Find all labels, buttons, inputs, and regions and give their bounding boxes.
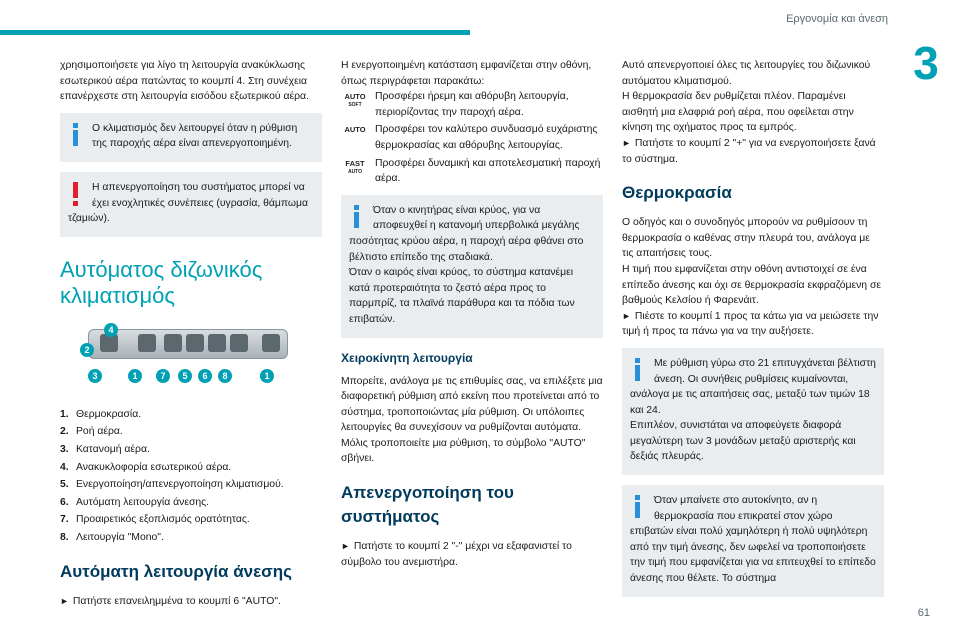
arrow-icon: ► [60, 595, 69, 606]
mode-row [341, 122, 603, 153]
panel-button [208, 334, 226, 352]
step-text: ► Πατήστε επανειλημμένα το κουμπί 6 "AUTO". [60, 595, 281, 607]
list-item: 2. Ροή αέρα. [60, 426, 123, 438]
subsection-heading: Αυτόματη λειτουργία άνεσης [60, 561, 293, 581]
body-text: Μόλις τροποποιείτε μια ρύθμιση, το σύμβολο "AUTO" σβήνει. [341, 437, 586, 465]
callout: 6 [198, 369, 212, 383]
chapter-number: 3 [913, 37, 939, 89]
section-title: Εργονομία και άνεση [786, 13, 888, 25]
info-icon [630, 493, 646, 521]
list-item: 6. Αυτόματη λειτουργία άνεσης. [60, 496, 210, 508]
callout: 5 [178, 369, 192, 383]
info-icon [349, 203, 365, 231]
warning-note-text: Η απενεργοποίηση του συστήματος μπορεί να έχει ενοχλητικές συνέπειες (υγρασία, θάμπωμα τζαμιών). [68, 181, 309, 225]
callout: 2 [80, 343, 94, 357]
info-note-text: Όταν μπαίνετε στο αυτοκίνητο, αν η θερμοκρασία που επικρατεί στον χώρο επιβατών είναι πολύ χαμηλότερη ή πολύ υψηλότερη από την τιμή άνεσης, δεν ωφελεί να τροποποιήσετε την τιμή που εμφανίζεται για να επιτευχθεί το επίπεδο άνεσης που θέλετε. Το σύστημα [630, 495, 876, 585]
control-panel-illustration [78, 323, 298, 393]
panel-button [138, 334, 156, 352]
warning-note [60, 172, 322, 237]
info-note-text: Ο κλιματισμός δεν λειτουργεί όταν η ρύθμιση της παροχής αέρα είναι απενεργοποιημένη. [92, 122, 298, 150]
list-item: 5. Ενεργοποίηση/απενεργοποίηση κλιματισμού. [60, 479, 284, 491]
step-text: ► Πατήστε το κουμπί 2 "-" μέχρι να εξαφανιστεί το σύμβολο του ανεμιστήρα. [341, 541, 572, 568]
info-icon [68, 121, 84, 149]
body-text: Η τιμή που εμφανίζεται στην οθόνη αντιστοιχεί σε ένα επίπεδο άνεσης και όχι σε θερμοκρασία εκφραζόμενη σε βαθμούς Κελσίου ή Φαρενάιτ. [622, 263, 881, 307]
fast-auto-icon: FAST AUTO [345, 158, 365, 175]
column-3 [622, 58, 884, 607]
body-text: Ο οδηγός και ο συνοδηγός μπορούν να ρυθμίσουν τη θερμοκρασία ο καθένας στην πλευρά του, ανάλογα με τις απαιτήσεις τους. [622, 217, 870, 260]
list-item: 4. Ανακυκλοφορία εσωτερικού αέρα. [60, 461, 232, 473]
list-item: 3. Κατανομή αέρα. [60, 443, 150, 455]
list-item: 7. Προαιρετικός εξοπλισμός ορατότητας. [60, 514, 250, 526]
info-note-text: Όταν ο κινητήρας είναι κρύος, για να αποφευχθεί η κατανομή υπερβολικά μεγάλης ποσότητας κρύου αέρα, η παροχή αέρα φθάνει στο βέλτιστο επίπεδο της σταδιακά. [349, 204, 584, 263]
section-heading: Αυτόματος διζωνικός κλιματισμός [60, 256, 263, 308]
body-text: Η θερμοκρασία δεν ρυθμίζεται πλέον. Παραμένει αισθητή μια ελαφριά ροή αέρα, που οφείλεται στην κίνηση της οχήματος προς τα εμπρός. [622, 91, 854, 134]
list-item: 8. Λειτουργία "Mono". [60, 531, 164, 543]
list-item: 1. Θερμοκρασία. [60, 408, 142, 420]
step-text: ► Πατήστε το κουμπί 2 "+" για να ενεργοποιήσετε ξανά το σύστημα. [622, 137, 876, 165]
info-note-text: Επιπλέον, συνιστάται να αποφεύγετε διαφορά μεγαλύτερη των 3 μονάδων μεταξύ αριστερής και δεξιάς πλευράς. [630, 420, 856, 463]
intro-text: χρησιμοποιήσετε για λίγο τη λειτουργία ανακύκλωσης εσωτερικού αέρα πατώντας το κουμπί 4. Στη συνέχεια επανέρχεστε στη λειτουργία εισόδου εξωτερικού αέρα. [60, 60, 309, 103]
info-note-text: Όταν ο καιρός είναι κρύος, το σύστημα κατανέμει κατά προτεραιότητα το ζεστό αέρα προς το παρμπρίζ, τα πλαϊνά παράθυρα και τα πόδια των επιβατών. [349, 267, 575, 325]
column-1 [60, 58, 322, 609]
info-note [622, 485, 884, 597]
callout: 1 [260, 369, 274, 383]
panel-button [164, 334, 182, 352]
subsection-heading: Απενεργοποίηση του συστήματος [341, 483, 514, 527]
callout: 1 [128, 369, 142, 383]
arrow-icon: ► [622, 310, 631, 321]
info-note [60, 113, 322, 162]
subsection-heading: Χειροκίνητη λειτουργία [341, 350, 473, 365]
callout: 7 [156, 369, 170, 383]
mode-row [341, 89, 603, 120]
panel-button [186, 334, 204, 352]
page-number: 61 [917, 607, 930, 619]
column-2 [341, 58, 603, 570]
callout: 3 [88, 369, 102, 383]
mode-row [341, 156, 603, 187]
body-text: Αυτό απενεργοποιεί όλες τις λειτουργίες του διζωνικού αυτόματου κλιματισμού. [622, 60, 871, 87]
intro-text: Η ενεργοποιημένη κατάσταση εμφανίζεται στην οθόνη, όπως περιγράφεται παρακάτω: [341, 60, 592, 87]
callout: 8 [218, 369, 232, 383]
auto-icon: AUTO [344, 125, 366, 135]
mode-text: Προσφέρει ήρεμη και αθόρυβη λειτουργία, περιορίζοντας την παροχή αέρα. [375, 91, 569, 118]
mode-text: Προσφέρει τον καλύτερο συνδυασμό ευχάριστης θερμοκρασίας και αθόρυβης λειτουργίας. [375, 124, 598, 151]
subsection-heading: Θερμοκρασία [622, 183, 732, 203]
body-text: Μπορείτε, ανάλογα με τις επιθυμίες σας, να επιλέξετε μια διαφορετική ρύθμιση από εκείνη που προτείνεται από το σύστημα, τροποποιώντας μία ρύθμιση. Οι υπόλοιπες λειτουργίες θα συνεχίσουν να ρυθμίζονται αυτόματα. [341, 375, 603, 434]
header-accent-bar [0, 30, 470, 35]
info-note [341, 195, 603, 338]
step-text: ► Πιέστε το κουμπί 1 προς τα κάτω για να μειώσετε την τιμή ή προς τα πάνω για να την αυξήσετε. [622, 310, 879, 338]
mode-text: Προσφέρει δυναμική και αποτελεσματική παροχή αέρα. [375, 157, 601, 185]
info-icon [630, 356, 646, 384]
panel-button [230, 334, 248, 352]
legend-list [60, 407, 322, 546]
auto-soft-icon: AUTO SOFT [344, 92, 366, 109]
info-note-text: Με ρύθμιση γύρω στο 21 επιτυγχάνεται βέλτιστη άνεση. Οι συνήθεις ρυθμίσεις κυμαίνονται, ανάλογα με τις απαιτήσεις σας, μεταξύ των τιμών 18 και 24. [630, 357, 876, 416]
warning-icon [68, 180, 84, 208]
arrow-icon: ► [622, 137, 631, 148]
arrow-icon: ► [341, 541, 350, 552]
info-note [622, 348, 884, 475]
callout: 4 [104, 323, 118, 337]
panel-button [262, 334, 280, 352]
